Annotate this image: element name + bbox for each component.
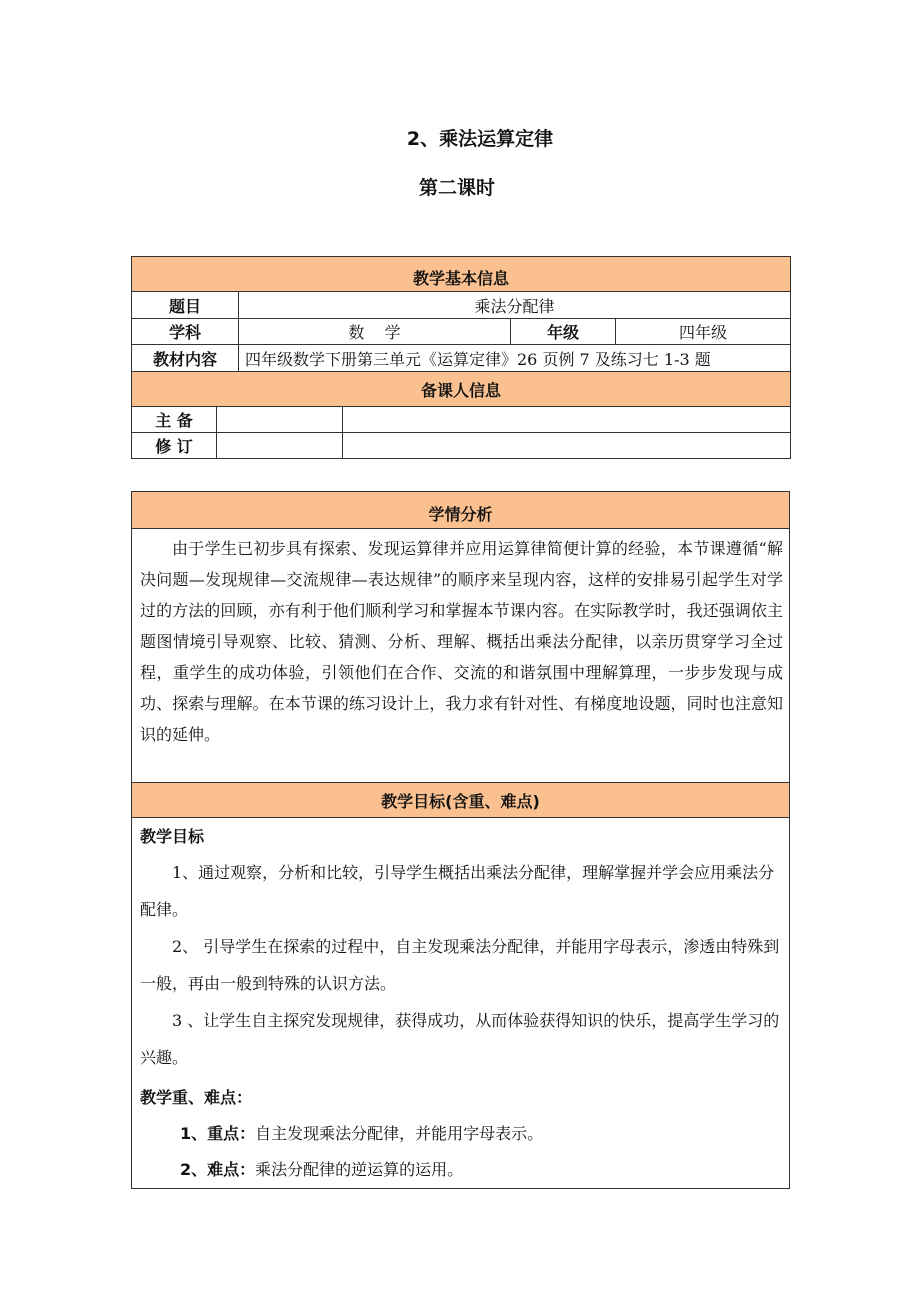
- difficult-point-label: 2、难点：: [180, 1160, 256, 1179]
- basic-info-header: 教学基本信息: [132, 257, 791, 292]
- subject-label: 学科: [132, 319, 239, 345]
- main-preparer-label: 主 备: [132, 407, 217, 433]
- grade-label: 年级: [511, 319, 616, 345]
- basic-info-table: [131, 256, 791, 459]
- key-point-text: 自主发现乘法分配律，并能用字母表示。: [255, 1124, 544, 1143]
- goal-item: 3 、让学生自主探究发现规律，获得成功，从而体验获得知识的快乐，提高学生学习的兴趣。: [140, 1011, 780, 1067]
- analysis-table: [131, 491, 790, 1189]
- objectives-body: [132, 818, 790, 1189]
- analysis-header: 学情分析: [132, 492, 790, 529]
- goals-title: 教学目标: [140, 827, 205, 846]
- goal-item: 2、 引导学生在探索的过程中，自主发现乘法分配律，并能用字母表示，渗透由特殊到一般，再由一般到特殊的认识方法。: [140, 937, 780, 993]
- key-point-item: [140, 1116, 783, 1152]
- main-preparer-value: [217, 407, 343, 433]
- subject-value: 数 学: [239, 319, 511, 345]
- material-value: 四年级数学下册第三单元《运算定律》26 页例 7 及练习七 1-3 题: [239, 345, 791, 372]
- goal-item: 1、通过观察，分析和比较，引导学生概括出乘法分配律，理解掌握并学会应用乘法分配律。: [140, 863, 775, 919]
- material-label: 教材内容: [132, 345, 239, 372]
- topic-value: 乘法分配律: [239, 292, 791, 319]
- reviser-value: [217, 433, 343, 459]
- reviser-label: 修 订: [132, 433, 217, 459]
- analysis-text: 由于学生已初步具有探索、发现运算律并应用运算律简便计算的经验，本节课遵循“解决问题—发现规律—交流规律—表达规律”的顺序来呈现内容，这样的安排易引起学生对学过的方法的回顾，亦有利于他们顺利学习和掌握本节课内容。在实际教学时，我还强调依主题图情境引导观察、比较、猜测、分析、理解、概括出乘法分配律，以亲历贯穿学习全过程，重学生的成功体验，引领他们在合作、交流的和谐氛围中理解算理，一步步发现与成功、探索与理解。在本节课的练习设计上，我力求有针对性、有梯度地设题，同时也注意知识的延伸。: [140, 539, 783, 744]
- document-subtitle: 第二课时: [418, 177, 495, 199]
- grade-value: 四年级: [616, 319, 791, 345]
- difficult-point-text: 乘法分配律的逆运算的运用。: [255, 1160, 464, 1179]
- topic-label: 题目: [132, 292, 239, 319]
- key-point-label: 1、重点：: [180, 1124, 256, 1143]
- reviser-extra: [343, 433, 791, 459]
- main-preparer-extra: [343, 407, 791, 433]
- preparer-header: 备课人信息: [132, 372, 791, 407]
- difficult-point-item: [140, 1152, 783, 1188]
- document-title: 2、乘法运算定律: [406, 128, 554, 150]
- objectives-header: 教学目标(含重、难点): [132, 783, 790, 818]
- key-points-title: 教学重、难点：: [140, 1088, 253, 1107]
